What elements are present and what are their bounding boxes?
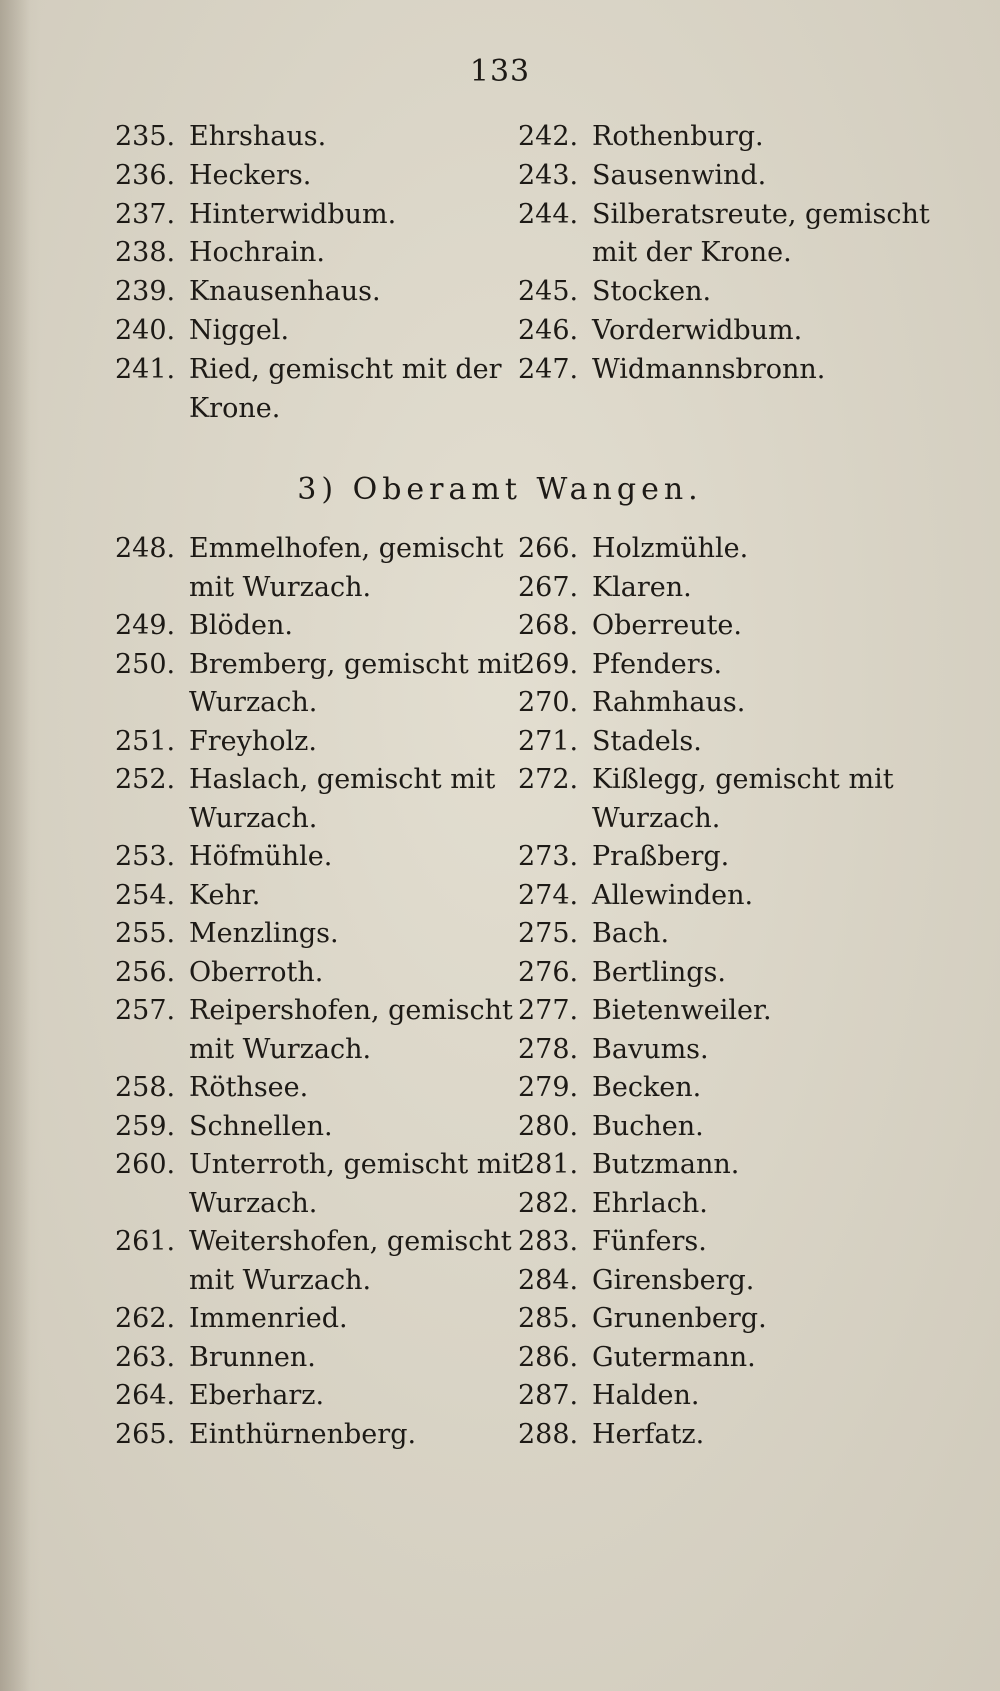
- entry-number: 286.: [518, 1341, 579, 1373]
- index-entry: [115, 954, 323, 992]
- entry-number: 246.: [518, 315, 579, 346]
- entry-name: Heckers.: [189, 159, 312, 191]
- entry-number: 256.: [115, 956, 176, 988]
- index-entry: [115, 1300, 348, 1338]
- index-entry: [518, 1339, 756, 1377]
- entry-number: 263.: [115, 1341, 176, 1373]
- entry-number: 284.: [518, 1264, 579, 1296]
- entry-name: Haslach, gemischt mit: [189, 764, 496, 795]
- entry-number: 285.: [518, 1303, 579, 1334]
- index-entry: [518, 1185, 708, 1223]
- entry-name: Buchen.: [592, 1110, 704, 1142]
- index-entry: [518, 684, 745, 722]
- entry-name: Unterroth, gemischt mit: [189, 1149, 522, 1180]
- entry-continuation: mit der Krone.: [592, 237, 792, 269]
- entry-name: Stadels.: [592, 725, 702, 757]
- entry-continuation: Wurzach.: [189, 687, 318, 718]
- entry-name: Halden.: [592, 1380, 700, 1411]
- index-entry: [115, 646, 522, 684]
- entry-name: Grunenberg.: [592, 1303, 767, 1334]
- entry-continuation: Wurzach.: [189, 802, 318, 834]
- entry-name: Widmannsbronn.: [592, 353, 826, 385]
- entry-name: Klaren.: [592, 571, 692, 603]
- entry-number: 259.: [115, 1110, 176, 1142]
- entry-name: Oberreute.: [592, 610, 742, 641]
- entry-name: Schnellen.: [189, 1110, 333, 1142]
- index-entry: [518, 312, 802, 350]
- entry-name: Eberharz.: [189, 1380, 325, 1411]
- entry-continuation: mit Wurzach.: [189, 571, 372, 603]
- entry-number: 254.: [115, 879, 176, 911]
- entry-number: 255.: [115, 918, 176, 949]
- entry-number: 258.: [115, 1072, 176, 1103]
- entry-number: 239.: [115, 276, 176, 308]
- index-entry: [518, 118, 764, 156]
- entry-number: 252.: [115, 764, 176, 795]
- entry-name: Hinterwidbum.: [189, 198, 397, 230]
- index-entry: [115, 1146, 522, 1184]
- entry-number: 240.: [115, 315, 176, 346]
- entry-number: 274.: [518, 879, 579, 911]
- index-entry: [115, 915, 339, 953]
- index-entry: [518, 569, 692, 607]
- index-entry: [115, 1416, 416, 1454]
- entry-number: 283.: [518, 1226, 579, 1257]
- index-entry: [518, 992, 772, 1030]
- entry-number: 282.: [518, 1187, 579, 1219]
- entry-name: Freyholz.: [189, 725, 317, 757]
- entry-number: 265.: [115, 1418, 176, 1450]
- index-entry: [115, 838, 332, 876]
- entry-number: 251.: [115, 725, 176, 757]
- index-entry: [115, 761, 495, 799]
- index-entry: [518, 723, 702, 761]
- entry-number: 276.: [518, 956, 579, 988]
- entry-number: 257.: [115, 995, 176, 1026]
- entry-name: Vorderwidbum.: [592, 315, 803, 346]
- entry-name: Rothenburg.: [592, 121, 764, 152]
- entry-number: 281.: [518, 1149, 579, 1180]
- entry-name: Ehrshaus.: [189, 121, 327, 152]
- index-entry: [518, 157, 766, 195]
- entry-name: Holzmühle.: [592, 533, 749, 564]
- entry-number: 273.: [518, 841, 579, 872]
- entry-number: 266.: [518, 533, 579, 564]
- entry-name: Reipershofen, gemischt: [189, 995, 513, 1026]
- entry-name: Kehr.: [189, 879, 261, 911]
- entry-name: Niggel.: [189, 315, 290, 346]
- index-entry: [518, 1300, 767, 1338]
- index-entry: [115, 312, 289, 350]
- index-entry: [115, 196, 396, 234]
- entry-number: 248.: [115, 533, 176, 564]
- index-entry: [518, 530, 748, 568]
- entry-number: 288.: [518, 1418, 579, 1450]
- entry-name: Kißlegg, gemischt mit: [592, 764, 894, 795]
- section-heading: 3) Oberamt Wangen.: [297, 472, 703, 507]
- entry-name: Silberatsreute, gemischt: [592, 198, 930, 230]
- entry-number: 279.: [518, 1072, 579, 1103]
- entry-continuation: mit Wurzach.: [189, 1033, 372, 1065]
- index-entry: [518, 273, 711, 311]
- entry-number: 262.: [115, 1303, 176, 1334]
- index-entry: [518, 1416, 704, 1454]
- entry-name: Bremberg, gemischt mit: [189, 648, 523, 680]
- entry-number: 287.: [518, 1380, 579, 1411]
- page-edge-shadow: [0, 0, 30, 1691]
- entry-number: 260.: [115, 1149, 176, 1180]
- entry-number: 275.: [518, 918, 579, 949]
- entry-name: Ried, gemischt mit der: [189, 353, 502, 385]
- entry-number: 249.: [115, 610, 176, 641]
- entry-number: 253.: [115, 841, 176, 872]
- entry-name: Brunnen.: [189, 1341, 316, 1373]
- entry-name: Knausenhaus.: [189, 276, 381, 308]
- entry-number: 278.: [518, 1033, 579, 1065]
- entry-number: 235.: [115, 121, 176, 152]
- entry-number: 237.: [115, 198, 176, 230]
- entry-number: 245.: [518, 276, 579, 308]
- index-entry: [115, 877, 260, 915]
- entry-number: 270.: [518, 687, 579, 718]
- entry-number: 236.: [115, 159, 176, 191]
- index-entry: [518, 1031, 709, 1069]
- entry-name: Fünfers.: [592, 1226, 707, 1257]
- entry-number: 250.: [115, 648, 176, 680]
- index-entry: [518, 761, 894, 799]
- entry-name: Stocken.: [592, 276, 712, 308]
- index-entry: [518, 196, 930, 234]
- index-entry: [518, 351, 825, 389]
- entry-number: 247.: [518, 353, 579, 385]
- entry-name: Blöden.: [189, 610, 293, 641]
- index-entry: [518, 646, 722, 684]
- entry-number: 269.: [518, 648, 579, 680]
- index-entry: [518, 1069, 701, 1107]
- index-entry: [518, 915, 669, 953]
- index-entry: [518, 1146, 739, 1184]
- entry-name: Höfmühle.: [189, 841, 333, 872]
- entry-continuation: Krone.: [189, 392, 281, 424]
- index-entry: [115, 992, 513, 1030]
- index-entry: [115, 1069, 308, 1107]
- entry-number: 243.: [518, 159, 579, 191]
- entry-name: Bertlings.: [592, 956, 726, 988]
- index-entry: [115, 1339, 316, 1377]
- entry-name: Allewinden.: [592, 879, 754, 911]
- entry-number: 241.: [115, 353, 176, 385]
- index-entry: [518, 607, 742, 645]
- index-entry: [115, 1223, 512, 1261]
- entry-name: Praßberg.: [592, 841, 730, 872]
- entry-name: Hochrain.: [189, 237, 325, 269]
- entry-number: 271.: [518, 725, 579, 757]
- entry-number: 267.: [518, 571, 579, 603]
- entry-name: Weitershofen, gemischt: [189, 1226, 512, 1257]
- entry-name: Röthsee.: [189, 1072, 309, 1103]
- index-entry: [115, 723, 317, 761]
- index-entry: [115, 1377, 324, 1415]
- index-entry: [518, 1377, 700, 1415]
- index-entry: [115, 118, 326, 156]
- entry-name: Bietenweiler.: [592, 995, 772, 1026]
- entry-name: Girensberg.: [592, 1264, 755, 1296]
- index-entry: [115, 234, 325, 272]
- page-number: 133: [469, 54, 531, 89]
- index-entry: [518, 838, 729, 876]
- entry-name: Gutermann.: [592, 1341, 756, 1373]
- index-entry: [518, 1262, 754, 1300]
- index-entry: [518, 1223, 707, 1261]
- entry-name: Menzlings.: [189, 918, 339, 949]
- entry-number: 261.: [115, 1226, 176, 1257]
- index-entry: [115, 157, 311, 195]
- entry-name: Ehrlach.: [592, 1187, 708, 1219]
- entry-continuation: mit Wurzach.: [189, 1264, 372, 1296]
- entry-continuation: Wurzach.: [189, 1187, 318, 1219]
- entry-name: Einthürnenberg.: [189, 1418, 417, 1450]
- entry-name: Herfatz.: [592, 1418, 705, 1450]
- entry-name: Butzmann.: [592, 1149, 740, 1180]
- entry-name: Oberroth.: [189, 956, 324, 988]
- index-entry: [518, 877, 753, 915]
- entry-number: 272.: [518, 764, 579, 795]
- index-entry: [115, 351, 502, 389]
- index-entry: [115, 1108, 333, 1146]
- entry-number: 242.: [518, 121, 579, 152]
- index-entry: [518, 1108, 704, 1146]
- index-entry: [115, 607, 293, 645]
- entry-name: Rahmhaus.: [592, 687, 746, 718]
- entry-number: 244.: [518, 198, 579, 230]
- index-entry: [518, 954, 726, 992]
- index-entry: [115, 530, 503, 568]
- entry-number: 264.: [115, 1380, 176, 1411]
- entry-continuation: Wurzach.: [592, 802, 721, 834]
- entry-name: Pfenders.: [592, 648, 723, 680]
- entry-number: 238.: [115, 237, 176, 269]
- entry-name: Emmelhofen, gemischt: [189, 533, 504, 564]
- entry-number: 280.: [518, 1110, 579, 1142]
- entry-number: 268.: [518, 610, 579, 641]
- entry-name: Bach.: [592, 918, 670, 949]
- entry-name: Sausenwind.: [592, 159, 767, 191]
- index-entry: [115, 273, 381, 311]
- entry-number: 277.: [518, 995, 579, 1026]
- entry-name: Becken.: [592, 1072, 702, 1103]
- entry-name: Bavums.: [592, 1033, 709, 1065]
- entry-name: Immenried.: [189, 1303, 348, 1334]
